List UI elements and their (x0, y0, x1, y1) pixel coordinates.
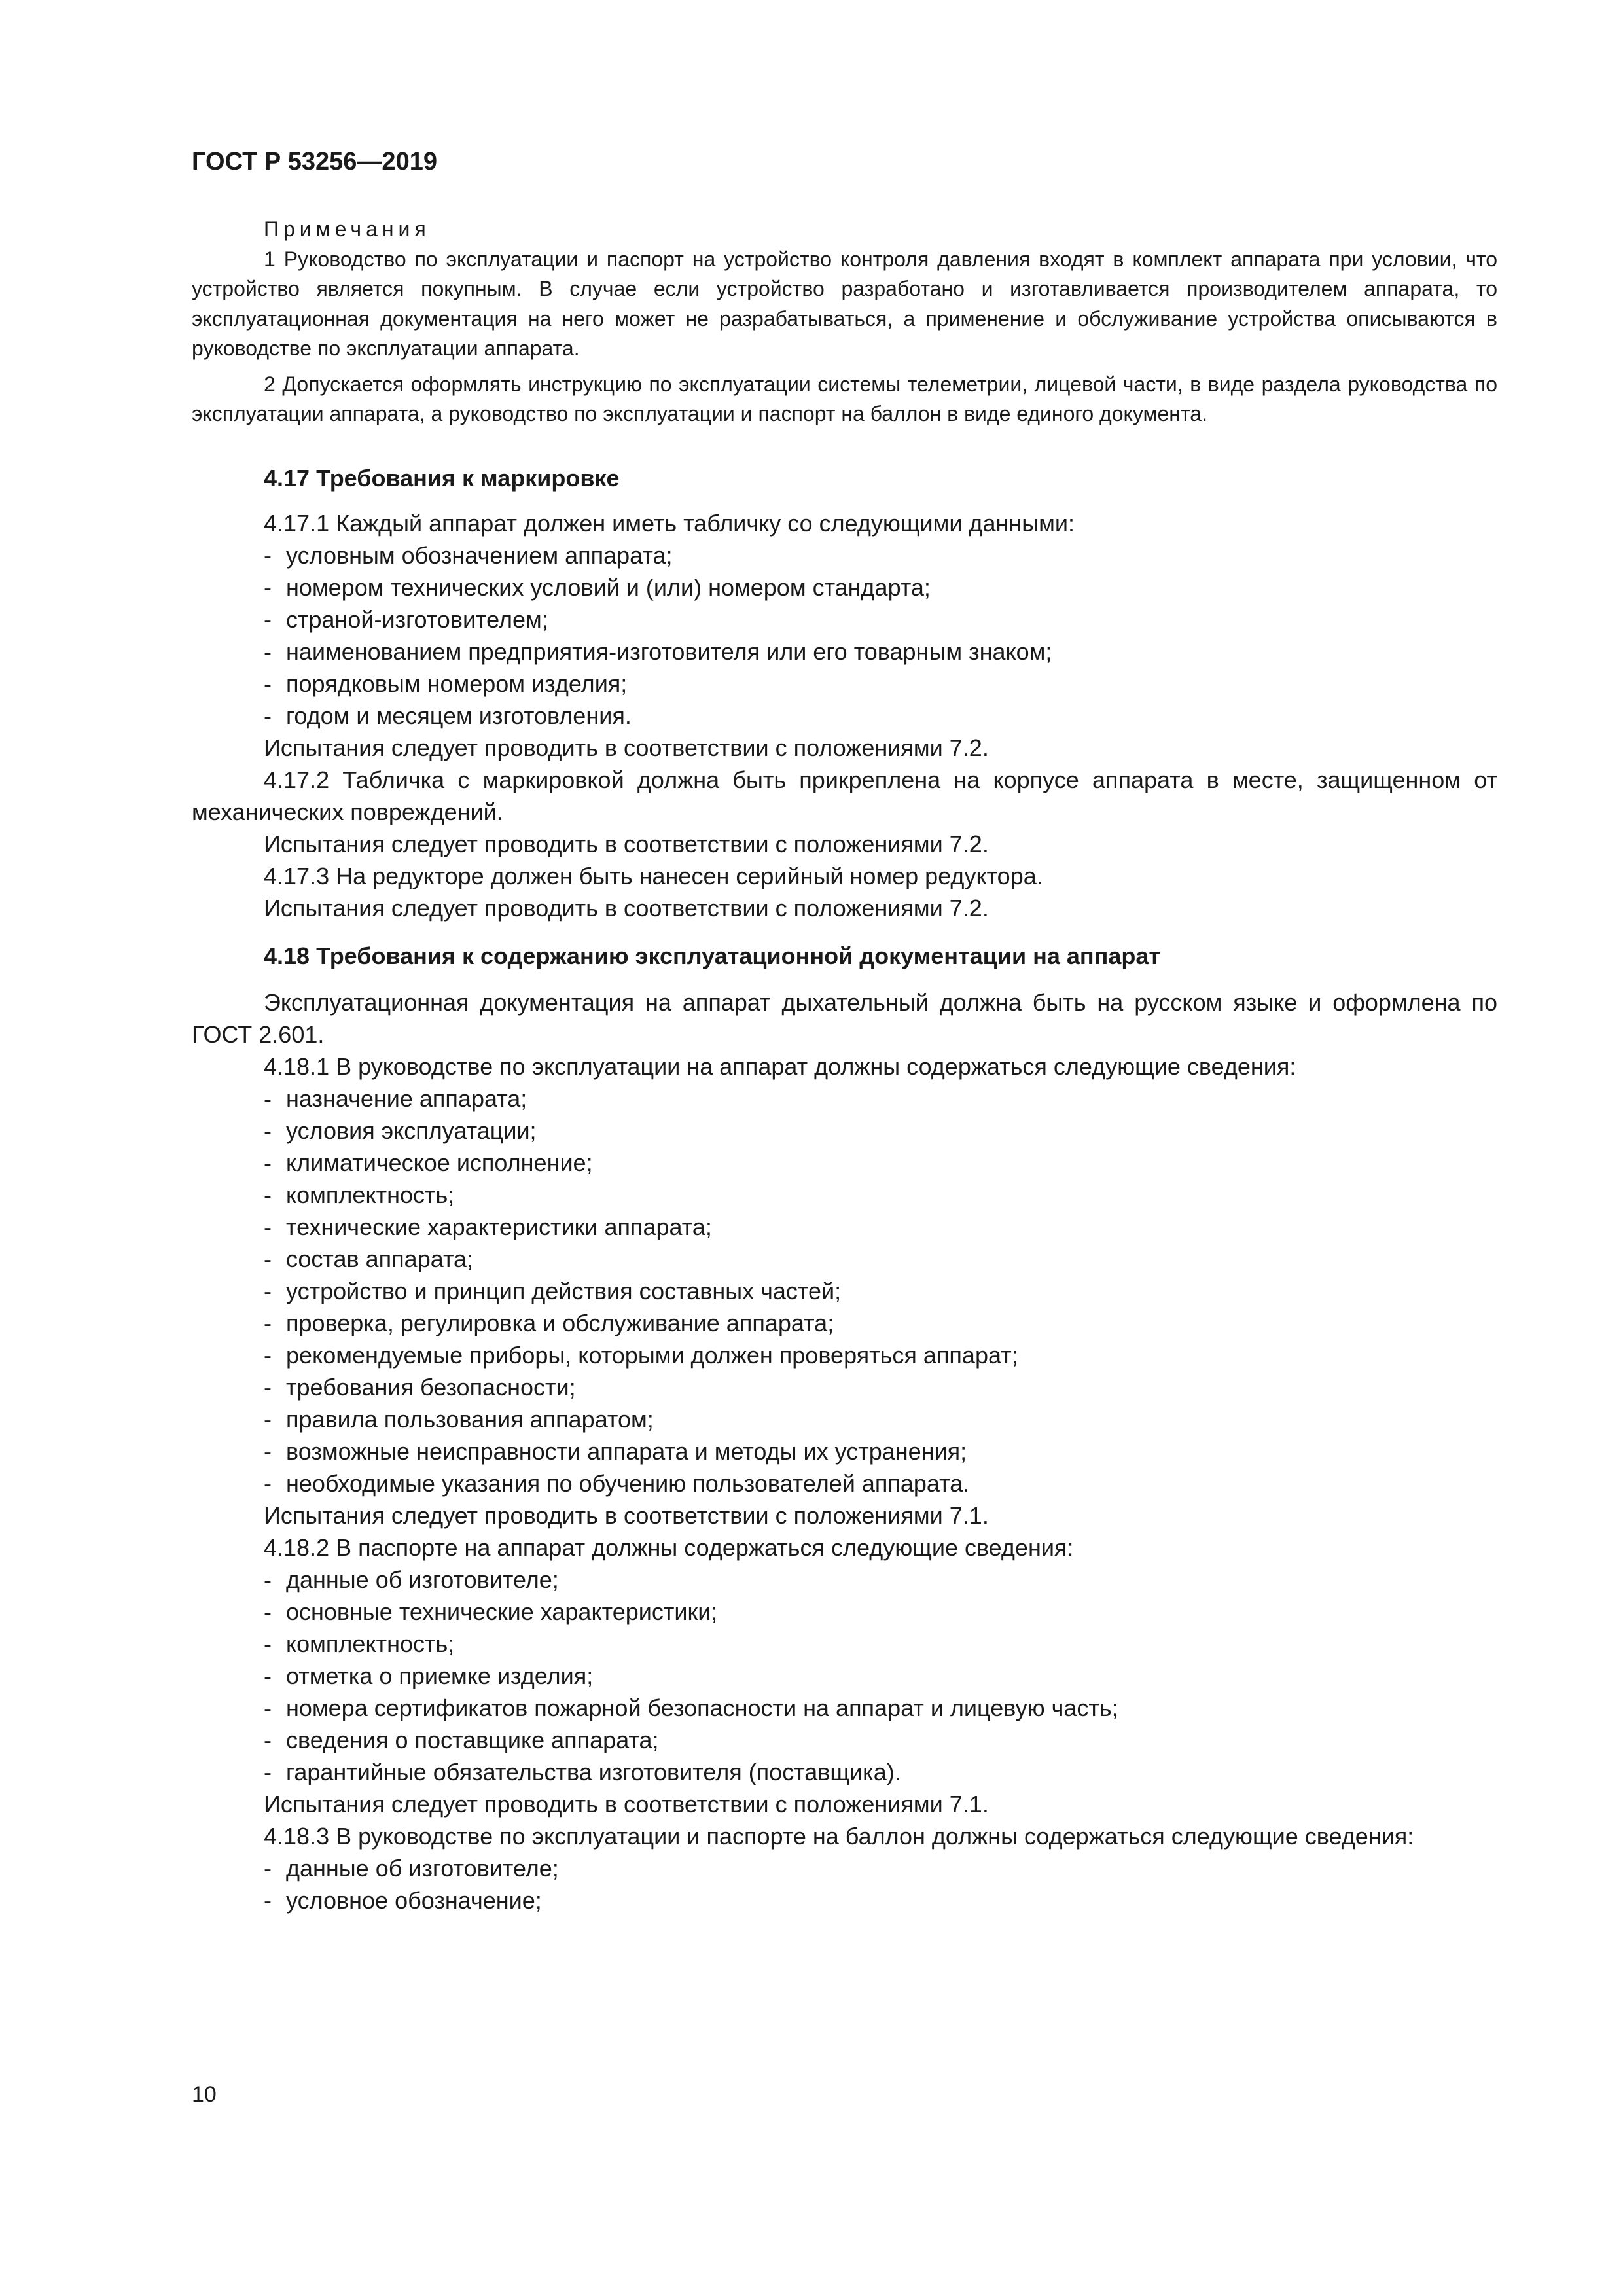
document-page (192, 145, 1497, 1916)
clause-4-18-intro: Эксплуатационная документация на аппарат дыхательный должна быть на русском языке и оформлена по ГОСТ 2.601. (192, 988, 1497, 1048)
test-reference: Испытания следует проводить в соответствии с положениями 7.2. (264, 894, 989, 922)
notes-title: Примечания (264, 217, 431, 241)
list-item: - рекомендуемые приборы, которыми должен проверяться аппарат; (192, 1339, 1497, 1371)
dash-marker: - (264, 1181, 272, 1208)
clause-4-17-2: 4.17.2 Табличка с маркировкой должна быть прикреплена на корпусе аппарата в месте, защищенном от механических повреждений. (192, 766, 1497, 825)
list-item: - требования безопасности; (192, 1371, 1497, 1403)
marking-list (192, 539, 1497, 732)
list-item: - комплектность; (192, 1628, 1497, 1660)
dash-marker: - (264, 1758, 272, 1785)
list-item: - гарантийные обязательства изготовителя (поставщика). (192, 1756, 1497, 1788)
list-item: - состав аппарата; (192, 1243, 1497, 1275)
main-content (192, 462, 1497, 1916)
clause-4-18-1: 4.18.1 В руководстве по эксплуатации на аппарат должны содержаться следующие сведения: (264, 1052, 1296, 1080)
clause-4-18-3: 4.18.3 В руководстве по эксплуатации и паспорте на баллон должны содержаться следующие сведения: (264, 1822, 1414, 1850)
note-2: 2 Допускается оформлять инструкцию по эксплуатации системы телеметрии, лицевой части, в виде раздела руководства по эксплуатации аппарата, а руководство по эксплуатации и паспорт на баллон в виде единого документа. (192, 372, 1497, 425)
list-item: - условным обозначением аппарата; (192, 539, 1497, 571)
dash-marker: - (264, 1117, 272, 1144)
list-item: - годом и месяцем изготовления. (192, 700, 1497, 732)
dash-marker: - (264, 1662, 272, 1689)
test-reference: Испытания следует проводить в соответствии с положениями 7.1. (264, 1501, 989, 1529)
list-item: - данные об изготовителе; (192, 1852, 1497, 1884)
list-item: - условное обозначение; (192, 1884, 1497, 1916)
dash-marker: - (264, 1341, 272, 1369)
list-item: - данные об изготовителе; (192, 1564, 1497, 1596)
document-id-header: ГОСТ Р 53256—2019 (192, 148, 437, 175)
dash-marker: - (264, 1469, 272, 1497)
dash-marker: - (264, 1566, 272, 1593)
clause-4-17-1: 4.17.1 Каждый аппарат должен иметь табличку со следующими данными: (264, 509, 1075, 537)
clause-4-18-2: 4.18.2 В паспорте на аппарат должны содержаться следующие сведения: (264, 1534, 1074, 1561)
dash-marker: - (264, 637, 272, 665)
dash-marker: - (264, 573, 272, 601)
section-heading-4-18: 4.18 Требования к содержанию эксплуатационной документации на аппарат (264, 942, 1161, 969)
passport-contents-list (192, 1564, 1497, 1788)
list-item: - наименованием предприятия-изготовителя или его товарным знаком; (192, 636, 1497, 668)
page-number: 10 (192, 2082, 217, 2107)
test-reference: Испытания следует проводить в соответствии с положениями 7.2. (264, 734, 989, 761)
clause-4-17-3: 4.17.3 На редукторе должен быть нанесен серийный номер редуктора. (264, 862, 1043, 889)
dash-marker: - (264, 1309, 272, 1336)
list-item: - номера сертификатов пожарной безопасности на аппарат и лицевую часть; (192, 1692, 1497, 1724)
list-item: - технические характеристики аппарата; (192, 1211, 1497, 1243)
dash-marker: - (264, 1405, 272, 1433)
dash-marker: - (264, 1437, 272, 1465)
dash-marker: - (264, 702, 272, 729)
dash-marker: - (264, 1630, 272, 1657)
list-item: - отметка о приемке изделия; (192, 1660, 1497, 1692)
list-item: - условия эксплуатации; (192, 1115, 1497, 1147)
dash-marker: - (264, 1277, 272, 1304)
dash-marker: - (264, 541, 272, 569)
list-item: - проверка, регулировка и обслуживание аппарата; (192, 1307, 1497, 1339)
test-reference: Испытания следует проводить в соответствии с положениями 7.1. (264, 1790, 989, 1818)
note-1: 1 Руководство по эксплуатации и паспорт на устройство контроля давления входят в комплект аппарата при условии, что устройство является покупным. В случае если устройство разработано и изготавливается производителем аппарата, то эксплуатационная документация на него может не разрабатываться, а применение и обслуживание устройства описываются в руководстве по эксплуатации аппарата. (192, 247, 1497, 360)
dash-marker: - (264, 605, 272, 633)
dash-marker: - (264, 1213, 272, 1240)
list-item: - правила пользования аппаратом; (192, 1403, 1497, 1435)
test-reference: Испытания следует проводить в соответствии с положениями 7.2. (264, 830, 989, 857)
dash-marker: - (264, 1886, 272, 1914)
dash-marker: - (264, 1694, 272, 1721)
list-item: - возможные неисправности аппарата и методы их устранения; (192, 1435, 1497, 1467)
list-item: - климатическое исполнение; (192, 1147, 1497, 1179)
dash-marker: - (264, 1373, 272, 1401)
list-item: - порядковым номером изделия; (192, 668, 1497, 700)
dash-marker: - (264, 1149, 272, 1176)
dash-marker: - (264, 1726, 272, 1753)
section-heading-4-17: 4.17 Требования к маркировке (264, 464, 620, 492)
list-item: - назначение аппарата; (192, 1083, 1497, 1115)
list-item: - устройство и принцип действия составных частей; (192, 1275, 1497, 1307)
list-item: - основные технические характеристики; (192, 1596, 1497, 1628)
dash-marker: - (264, 1854, 272, 1882)
notes-block (192, 215, 1497, 429)
manual-contents-list (192, 1083, 1497, 1499)
cylinder-docs-list (192, 1852, 1497, 1916)
list-item: - номером технических условий и (или) номером стандарта; (192, 571, 1497, 603)
list-item: - сведения о поставщике аппарата; (192, 1724, 1497, 1756)
dash-marker: - (264, 1085, 272, 1112)
list-item: - необходимые указания по обучению пользователей аппарата. (192, 1467, 1497, 1499)
dash-marker: - (264, 1245, 272, 1272)
list-item: - страной-изготовителем; (192, 603, 1497, 636)
dash-marker: - (264, 1598, 272, 1625)
list-item: - комплектность; (192, 1179, 1497, 1211)
dash-marker: - (264, 670, 272, 697)
